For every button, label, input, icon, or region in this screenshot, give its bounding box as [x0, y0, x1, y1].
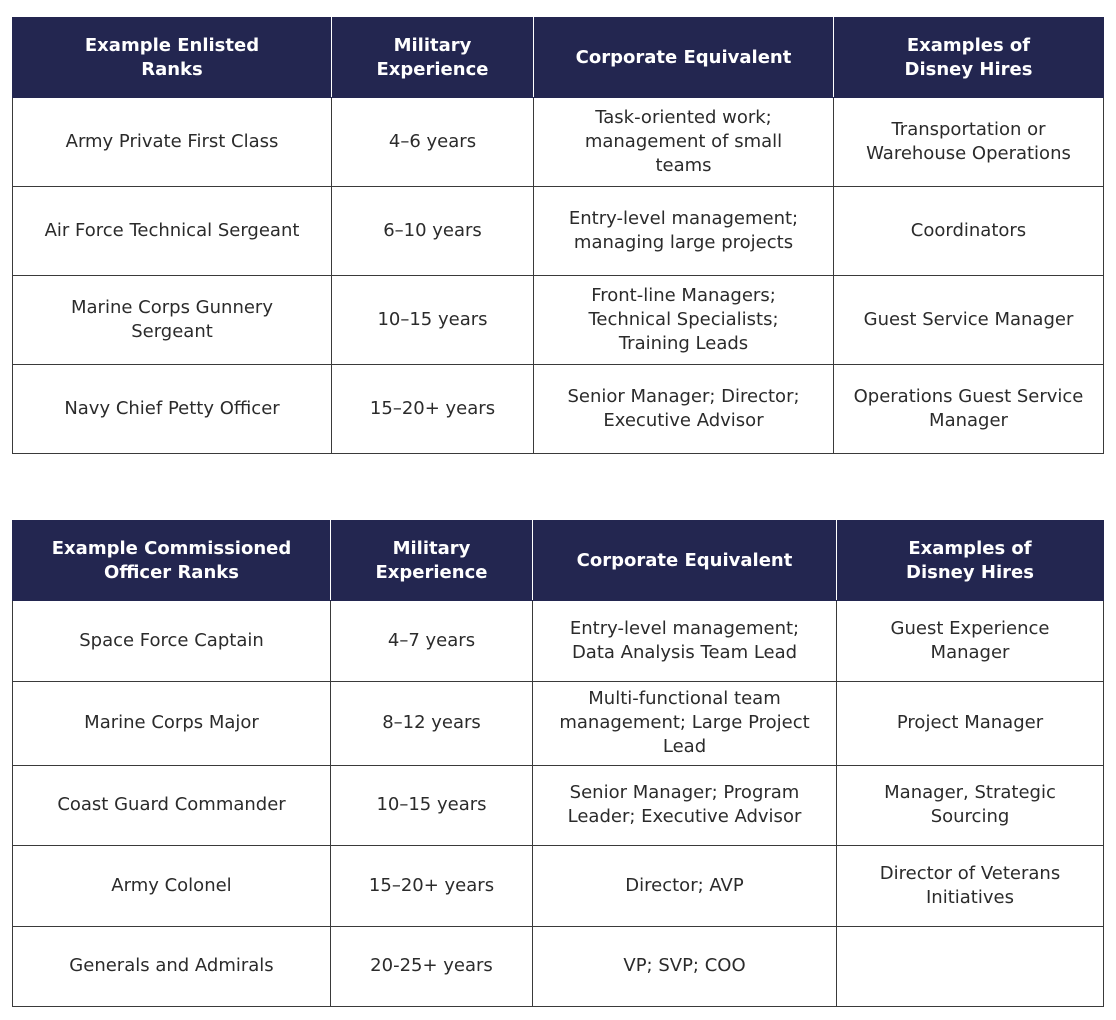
cell-experience: 20-25+ years [331, 926, 533, 1007]
cell-rank: Army Colonel [13, 846, 331, 927]
cell-corporate: Front-line Managers; Technical Specialists; Training Leads [534, 276, 834, 365]
cell-rank: Space Force Captain [13, 601, 331, 682]
header-corporate-equivalent: Corporate Equivalent [533, 521, 837, 601]
table-row [13, 601, 1104, 682]
header-disney-hires: Examples of Disney Hires [834, 18, 1104, 98]
cell-disney-hire: Manager, Strategic Sourcing [837, 765, 1104, 846]
cell-corporate: Director; AVP [533, 846, 837, 927]
header-corporate-equivalent: Corporate Equivalent [534, 18, 834, 98]
cell-experience: 10–15 years [331, 765, 533, 846]
table-row [13, 187, 1104, 276]
cell-disney-hire: Operations Guest Service Manager [834, 365, 1104, 454]
cell-corporate: VP; SVP; COO [533, 926, 837, 1007]
cell-disney-hire: Guest Service Manager [834, 276, 1104, 365]
cell-experience: 10–15 years [332, 276, 534, 365]
table-row [13, 276, 1104, 365]
cell-corporate: Senior Manager; Program Leader; Executive Advisor [533, 765, 837, 846]
cell-disney-hire [837, 926, 1104, 1007]
cell-rank: Marine Corps Major [13, 681, 331, 765]
header-disney-hires: Examples of Disney Hires [837, 521, 1104, 601]
table-row [13, 765, 1104, 846]
header-rank: Example Enlisted Ranks [13, 18, 332, 98]
table-row [13, 365, 1104, 454]
cell-corporate: Senior Manager; Director; Executive Advisor [534, 365, 834, 454]
cell-disney-hire: Director of Veterans Initiatives [837, 846, 1104, 927]
cell-disney-hire: Project Manager [837, 681, 1104, 765]
cell-rank: Army Private First Class [13, 98, 332, 187]
enlisted-ranks-table [12, 17, 1104, 454]
cell-disney-hire: Coordinators [834, 187, 1104, 276]
cell-disney-hire: Guest Experience Manager [837, 601, 1104, 682]
cell-experience: 8–12 years [331, 681, 533, 765]
cell-rank: Coast Guard Commander [13, 765, 331, 846]
table-row [13, 98, 1104, 187]
cell-experience: 15–20+ years [331, 846, 533, 927]
cell-corporate: Task-oriented work; management of small teams [534, 98, 834, 187]
cell-experience: 6–10 years [332, 187, 534, 276]
cell-corporate: Entry-level management; managing large projects [534, 187, 834, 276]
header-military-experience: Military Experience [331, 521, 533, 601]
cell-rank: Marine Corps Gunnery Sergeant [13, 276, 332, 365]
cell-corporate: Entry-level management; Data Analysis Team Lead [533, 601, 837, 682]
table-header-row [13, 521, 1104, 601]
cell-corporate: Multi-functional team management; Large Project Lead [533, 681, 837, 765]
table-row [13, 846, 1104, 927]
cell-rank: Air Force Technical Sergeant [13, 187, 332, 276]
cell-rank: Generals and Admirals [13, 926, 331, 1007]
header-military-experience: Military Experience [332, 18, 534, 98]
cell-experience: 4–7 years [331, 601, 533, 682]
officer-ranks-table [12, 520, 1104, 1007]
header-rank: Example Commissioned Officer Ranks [13, 521, 331, 601]
table-row [13, 681, 1104, 765]
cell-experience: 4–6 years [332, 98, 534, 187]
cell-rank: Navy Chief Petty Officer [13, 365, 332, 454]
table-row [13, 926, 1104, 1007]
cell-experience: 15–20+ years [332, 365, 534, 454]
cell-disney-hire: Transportation or Warehouse Operations [834, 98, 1104, 187]
table-header-row [13, 18, 1104, 98]
